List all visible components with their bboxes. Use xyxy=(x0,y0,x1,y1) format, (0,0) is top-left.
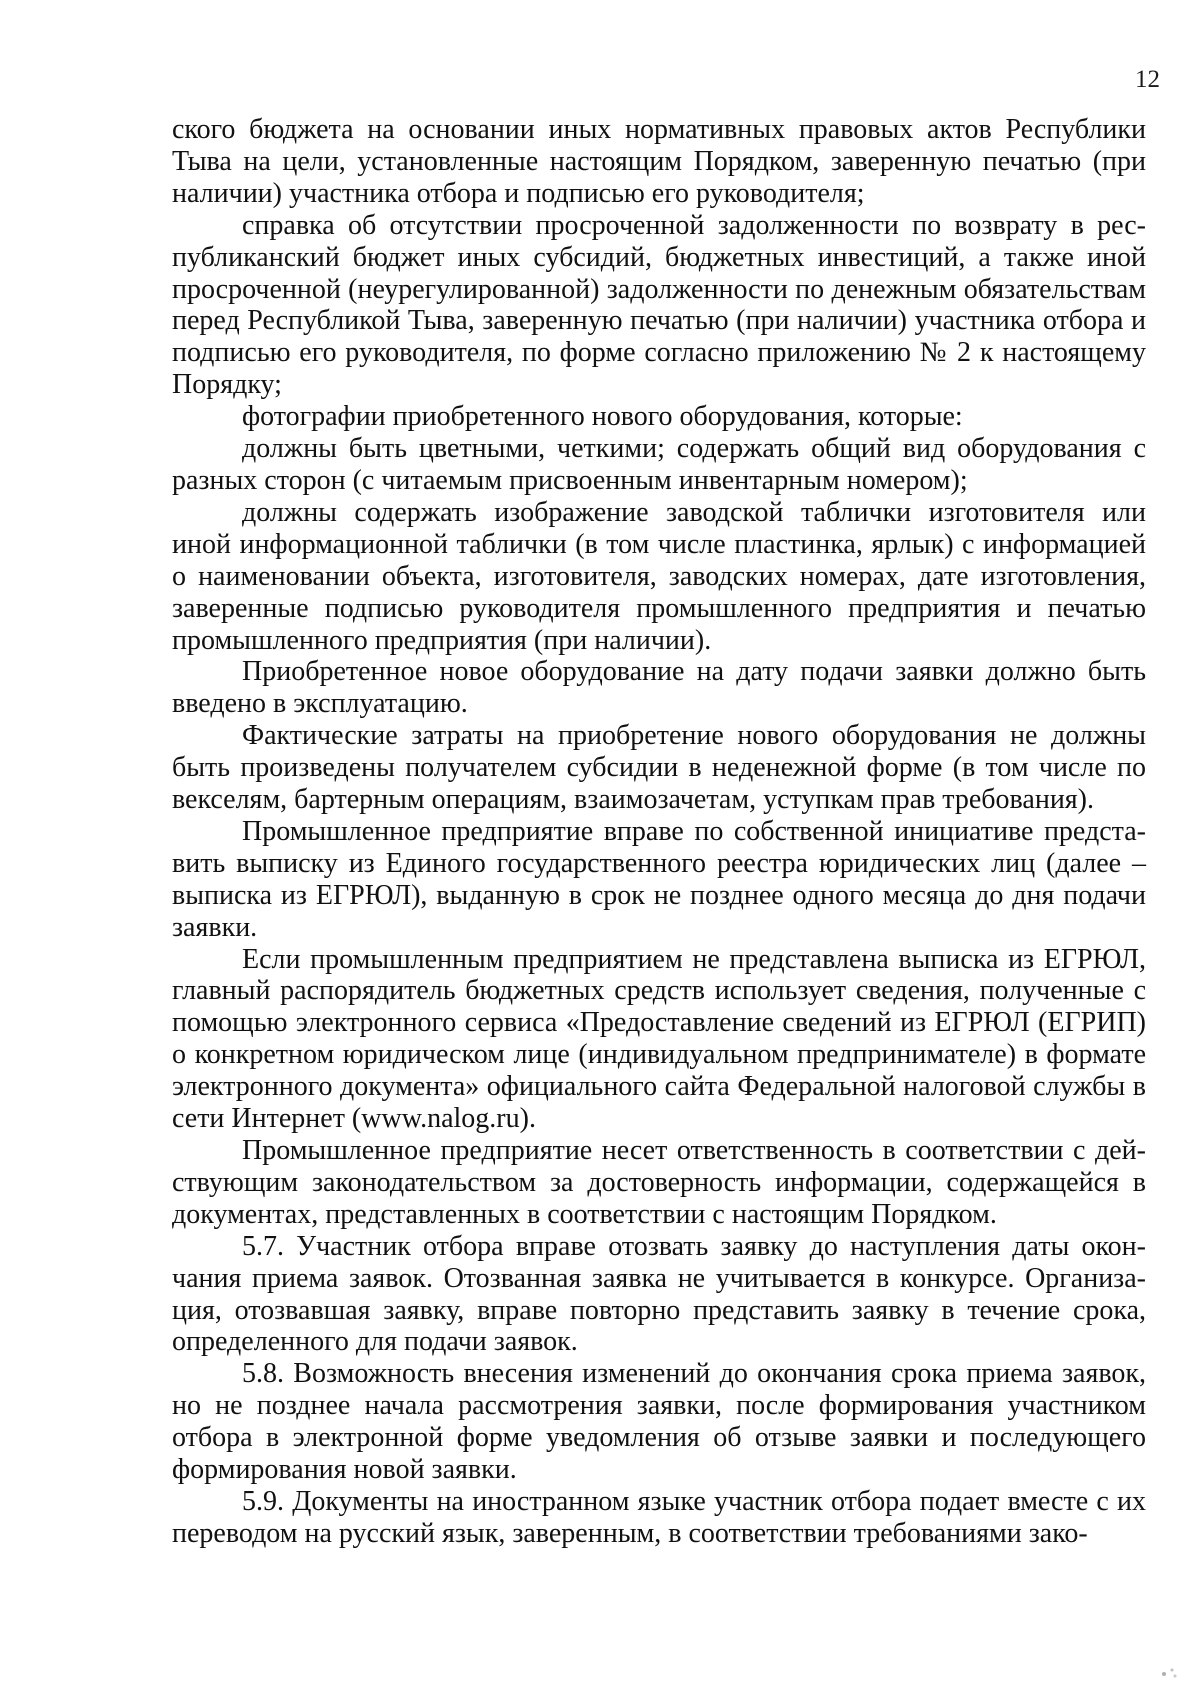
paragraph-continuation: ского бюджета на основании иных нормативных правовых актов Республики Тыва на цели, установленные настоящим Порядком, заверенную печатью (при наличии) участника отбора и подписью его руководителя; xyxy=(172,114,1146,209)
paragraph-debt-certificate: справка об отсутствии просроченной задолженности по возврату в республиканский бюджет иных субсидий, бюджетных инвестиций, а также иной просроченной (неурегулированной) задолженности по денежным обязательствам перед Республикой Тыва, заверенную печатью (при наличии) участника отбора и подписью его руководителя, по форме согласно приложению № 2 к настоящему Порядку; xyxy=(172,209,1146,401)
paragraph-photos-intro: фотографии приобретенного нового оборудования, которые: xyxy=(242,401,963,433)
paragraph-equipment-commissioned: Приобретенное новое оборудование на дату подачи заявки должно быть введено в эксплуатацию. xyxy=(172,656,1146,720)
paragraph-5-9: 5.9. Документы на иностранном языке участник отбора подает вместе с их переводом на русский язык, заверенным, в соответствии требованиями зако- xyxy=(172,1485,1146,1549)
paragraph-5-8: 5.8. Возможность внесения изменений до окончания срока приема заявок, но не позднее начала рассмотрения заявки, после формирования участником отбора в электронной форме уведомления об отзыве заявки и последующего формирования новой заявки. xyxy=(172,1358,1146,1486)
paragraph-photos-color: должны быть цветными, четкими; содержать общий вид оборудования с разных сторон (с читаемым присвоенным инвентарным номером); xyxy=(172,433,1146,496)
scan-artifact-icon xyxy=(1158,1660,1180,1682)
paragraph-responsibility: Промышленное предприятие несет ответственность в соответствии с действующим законодательством за достоверность информации, содержащейся в документах, представленных в соответствии с настоящим Порядком. xyxy=(172,1135,1146,1230)
document-body xyxy=(172,114,1146,1550)
paragraph-egrul-extract: Промышленное предприятие вправе по собственной инициативе представить выписку из Единого государственного реестра юридических лиц (далее – выписка из ЕГРЮЛ), выданную в срок не позднее одного месяца до дня подачи заявки. xyxy=(172,815,1146,943)
page-number: 12 xyxy=(1135,66,1160,93)
paragraph-egrul-service: Если промышленным предприятием не представлена выписка из ЕГРЮЛ, главный распорядитель бюджетных средств использует сведения, полученные с помощью электронного сервиса «Предоставление сведений из ЕГРЮЛ (ЕГРИП) о конкретном юридическом лице (индивидуальном предпринимателе) в формате электронного документа» официального сайта Федеральной налоговой службы в сети Интернет (www.nalog.ru). xyxy=(172,943,1146,1135)
scan-corner-mark xyxy=(1158,1660,1180,1685)
paragraph-actual-costs: Фактические затраты на приобретение нового оборудования не должны быть произведены получателем субсидии в неденежной форме (в том числе по векселям, бартерным операциям, взаимозачетам, уступкам прав требования). xyxy=(172,720,1146,816)
paragraph-photos-plate: должны содержать изображение заводской таблички изготовителя или иной информационной таблички (в том числе пластинка, ярлык) с информацией о наименовании объекта, изготовителя, заводских номерах, дате изготовления, заверенные подписью руководителя промышленного предприятия и печатью промышленного предприятия (при наличии). xyxy=(172,496,1146,656)
paragraph-5-7: 5.7. Участник отбора вправе отозвать заявку до наступления даты окончания приема заявок. Отозванная заявка не учитывается в конкурсе. Организация, отозвавшая заявку, вправе повторно представить заявку в течение срока, определенного для подачи заявок. xyxy=(172,1230,1146,1358)
